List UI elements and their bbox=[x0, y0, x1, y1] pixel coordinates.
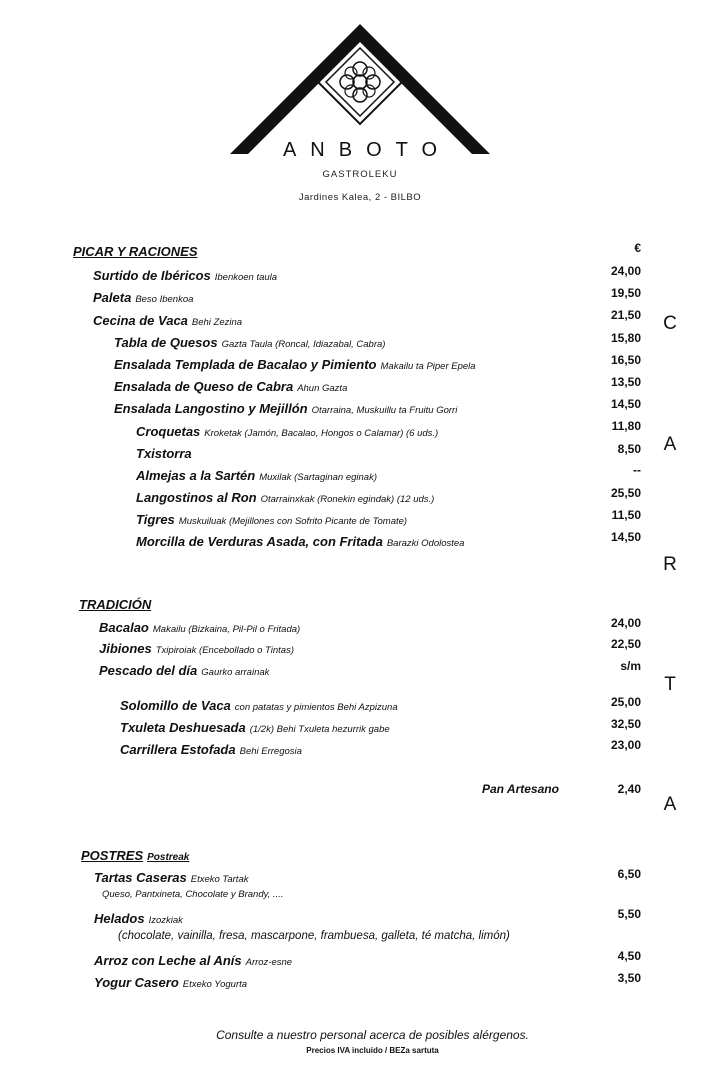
brand-name: ANBOTO bbox=[282, 139, 452, 161]
price: 8,50 bbox=[617, 442, 641, 456]
menu-item: Ensalada Templada de Bacalao y Pimiento Makailu ta Piper Epela bbox=[114, 357, 476, 372]
menu-item: Txuleta Deshuesada (1/2k) Behi Txuleta hezurrik gabe bbox=[120, 720, 390, 735]
section-title-picar: PICAR Y RACIONES bbox=[73, 244, 198, 259]
price: 6,50 bbox=[617, 867, 641, 881]
menu-item: Morcilla de Verduras Asada, con Fritada Barazki Odolostea bbox=[136, 534, 465, 549]
item-note: (chocolate, vainilla, fresa, mascarpone, frambuesa, galleta, té matcha, limón) bbox=[118, 930, 510, 942]
menu-item: Ensalada de Queso de Cabra Ahun Gazta bbox=[114, 379, 348, 394]
price: 16,50 bbox=[610, 353, 641, 367]
address: Jardines Kalea, 2 - BILBO bbox=[298, 192, 422, 203]
price: 21,50 bbox=[610, 308, 641, 322]
price: 22,50 bbox=[610, 637, 641, 651]
currency-symbol: € bbox=[634, 241, 641, 255]
menu-item: Cecina de Vaca Behi Zezina bbox=[93, 313, 243, 328]
price: 24,00 bbox=[610, 264, 641, 278]
vertical-letter: C bbox=[663, 313, 677, 334]
allergens-notice: Consulte a nuestro personal acerca de posibles alérgenos. bbox=[216, 1028, 529, 1042]
price: 23,00 bbox=[610, 738, 641, 752]
price: 15,80 bbox=[610, 331, 641, 345]
vat-notice: Precios IVA incluido / BEZa sartuta bbox=[306, 1046, 439, 1055]
menu-item: Tabla de Quesos Gazta Taula (Roncal, Idiazabal, Cabra) bbox=[114, 335, 386, 350]
menu-item: Tartas Caseras Etxeko Tartak bbox=[94, 870, 249, 885]
menu-item: Solomillo de Vaca con patatas y pimientos Behi Azpizuna bbox=[120, 698, 398, 713]
menu-item: Yogur Casero Etxeko Yogurta bbox=[94, 975, 248, 990]
price: 14,50 bbox=[610, 530, 641, 544]
price: 13,50 bbox=[610, 375, 641, 389]
price: 32,50 bbox=[610, 717, 641, 731]
menu-item: Arroz con Leche al Anís Arroz-esne bbox=[94, 953, 293, 968]
menu-item: Txistorra bbox=[136, 446, 192, 461]
menu-item: Surtido de Ibéricos Ibenkoen taula bbox=[93, 268, 278, 283]
menu-item: Paleta Beso Ibenkoa bbox=[93, 290, 194, 305]
price: 2,40 bbox=[617, 782, 641, 796]
section-title-tradicion: TRADICIÓN bbox=[79, 597, 152, 612]
menu-item: Carrillera Estofada Behi Erregosia bbox=[120, 742, 302, 757]
vertical-letter: R bbox=[663, 554, 677, 575]
menu-item: Tigres Muskuiluak (Mejillones con Sofrito Picante de Tomate) bbox=[136, 512, 408, 527]
pan-artesano-label: Pan Artesano bbox=[482, 782, 559, 796]
price: 19,50 bbox=[610, 286, 641, 300]
price: 3,50 bbox=[617, 971, 641, 985]
price: -- bbox=[633, 463, 641, 477]
menu-item: Bacalao Makailu (Bizkaina, Pil-Pil o Fritada) bbox=[99, 620, 301, 635]
menu-item: Ensalada Langostino y Mejillón Otarraina, Muskuillu ta Fruitu Gorri bbox=[114, 401, 458, 416]
price: 11,50 bbox=[611, 508, 641, 522]
menu-item: Langostinos al Ron Otarrainxkak (Ronekin egindak) (12 uds.) bbox=[136, 490, 435, 505]
price: 25,00 bbox=[610, 695, 641, 709]
section-title-postres: POSTRES Postreak bbox=[81, 848, 190, 863]
vertical-letter: A bbox=[663, 794, 677, 815]
item-note: Queso, Pantxineta, Chocolate y Brandy, .... bbox=[102, 889, 284, 900]
menu-item: Almejas a la Sartén Muxilak (Sartaginan eginak) bbox=[136, 468, 377, 483]
menu-item: Jibiones Txipiroiak (Encebollado o Tintas) bbox=[99, 641, 295, 656]
menu-item: Pescado del día Gaurko arrainak bbox=[99, 663, 270, 678]
price: 4,50 bbox=[617, 949, 641, 963]
price: 25,50 bbox=[610, 486, 641, 500]
menu-item: Helados Izozkiak bbox=[94, 911, 183, 926]
menu-item: Croquetas Kroketak (Jamón, Bacalao, Hongos o Calamar) (6 uds.) bbox=[136, 424, 439, 439]
price: 14,50 bbox=[610, 397, 641, 411]
vertical-letter: T bbox=[664, 674, 676, 695]
price: 11,80 bbox=[611, 419, 641, 433]
vertical-letter: A bbox=[663, 434, 677, 455]
price: 24,00 bbox=[610, 616, 641, 630]
price: 5,50 bbox=[617, 907, 641, 921]
brand-subtitle: GASTROLEKU bbox=[322, 169, 398, 180]
price: s/m bbox=[620, 659, 641, 673]
